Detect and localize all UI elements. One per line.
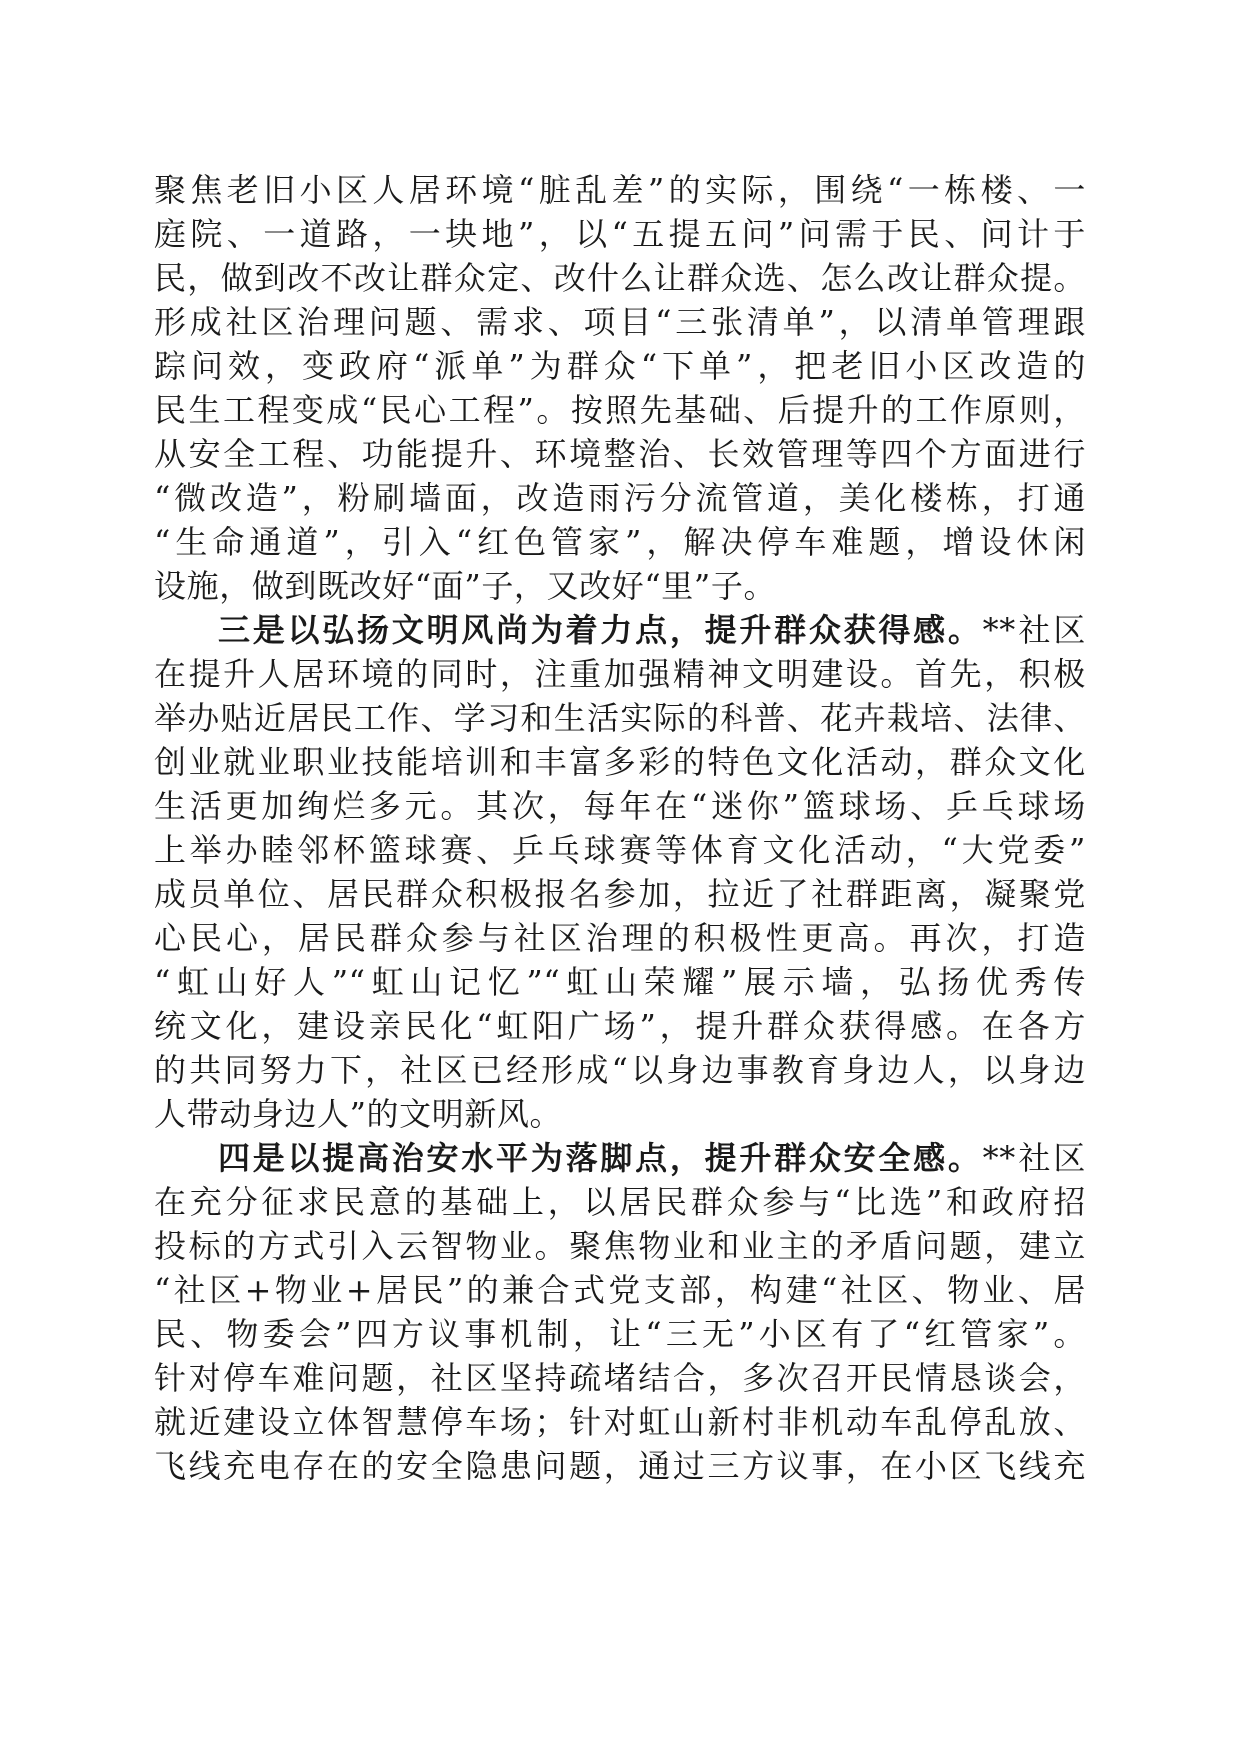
paragraph-1	[154, 168, 1086, 608]
text-line: 民，做到改不改让群众定、改什么让群众选、怎么改让群众提。	[154, 259, 1086, 297]
text-line: “社区+物业+居民”的兼合式党支部，构建“社区、物业、居	[154, 1271, 1086, 1309]
paragraph-first-line	[154, 1136, 1086, 1180]
paragraph-2	[154, 608, 1086, 1136]
text-line: 心民心，居民群众参与社区治理的积极性更高。再次，打造	[154, 919, 1086, 957]
text-line: 生活更加绚烂多元。其次，每年在“迷你”篮球场、乒乓球场	[154, 787, 1086, 825]
text-line: 人带动身边人”的文明新风。	[154, 1095, 563, 1133]
body-text	[154, 168, 1086, 1488]
text-line: 针对停车难问题，社区坚持疏堵结合，多次召开民情恳谈会，	[154, 1359, 1086, 1397]
text-line: “生命通道”，引入“红色管家”，解决停车难题，增设休闲	[154, 523, 1086, 561]
text-line: 成员单位、居民群众积极报名参加，拉近了社群距离，凝聚党	[154, 875, 1086, 913]
text-line: 形成社区治理问题、需求、项目“三张清单”，以清单管理跟	[154, 303, 1086, 341]
text-line: 设施，做到既改好“面”子，又改好“里”子。	[154, 567, 777, 605]
paragraph-heading: 四是以提高治安水平为落脚点，提升群众安全感。	[218, 1139, 983, 1177]
text-line: 民生工程变成“民心工程”。按照先基础、后提升的工作原则，	[154, 391, 1086, 429]
text-line: 举办贴近居民工作、学习和生活实际的科普、花卉栽培、法律、	[154, 699, 1086, 737]
text-line: 的共同努力下，社区已经形成“以身边事教育身边人，以身边	[154, 1051, 1086, 1089]
text-line: 投标的方式引入云智物业。聚焦物业和业主的矛盾问题，建立	[154, 1227, 1086, 1265]
paragraph-heading-rest: **社区	[982, 1139, 1086, 1177]
text-line: “微改造”，粉刷墙面，改造雨污分流管道，美化楼栋，打通	[154, 479, 1086, 517]
text-line: 统文化，建设亲民化“虹阳广场”，提升群众获得感。在各方	[154, 1007, 1086, 1045]
text-line: 民、物委会”四方议事机制，让“三无”小区有了“红管家”。	[154, 1315, 1086, 1353]
text-line: 在充分征求民意的基础上，以居民群众参与“比选”和政府招	[154, 1183, 1086, 1221]
text-line: 就近建设立体智慧停车场；针对虹山新村非机动车乱停乱放、	[154, 1403, 1086, 1441]
text-line: 庭院、一道路，一块地”，以“五提五问”问需于民、问计于	[154, 215, 1086, 253]
text-line: 从安全工程、功能提升、环境整治、长效管理等四个方面进行	[154, 435, 1086, 473]
text-line: 创业就业职业技能培训和丰富多彩的特色文化活动，群众文化	[154, 743, 1086, 781]
text-line: 在提升人居环境的同时，注重加强精神文明建设。首先，积极	[154, 655, 1086, 693]
text-line: 上举办睦邻杯篮球赛、乒乓球赛等体育文化活动，“大党委”	[154, 831, 1086, 869]
text-line: 聚焦老旧小区人居环境“脏乱差”的实际，围绕“一栋楼、一	[154, 171, 1086, 209]
paragraph-first-line	[154, 608, 1086, 652]
text-line: “虹山好人”“虹山记忆”“虹山荣耀”展示墙，弘扬优秀传	[154, 963, 1086, 1001]
paragraph-3	[154, 1136, 1086, 1488]
paragraph-heading: 三是以弘扬文明风尚为着力点，提升群众获得感。	[218, 611, 983, 649]
text-line: 踪问效，变政府“派单”为群众“下单”，把老旧小区改造的	[154, 347, 1086, 385]
paragraph-heading-rest: **社区	[982, 611, 1086, 649]
text-line: 飞线充电存在的安全隐患问题，通过三方议事，在小区飞线充	[154, 1447, 1086, 1485]
